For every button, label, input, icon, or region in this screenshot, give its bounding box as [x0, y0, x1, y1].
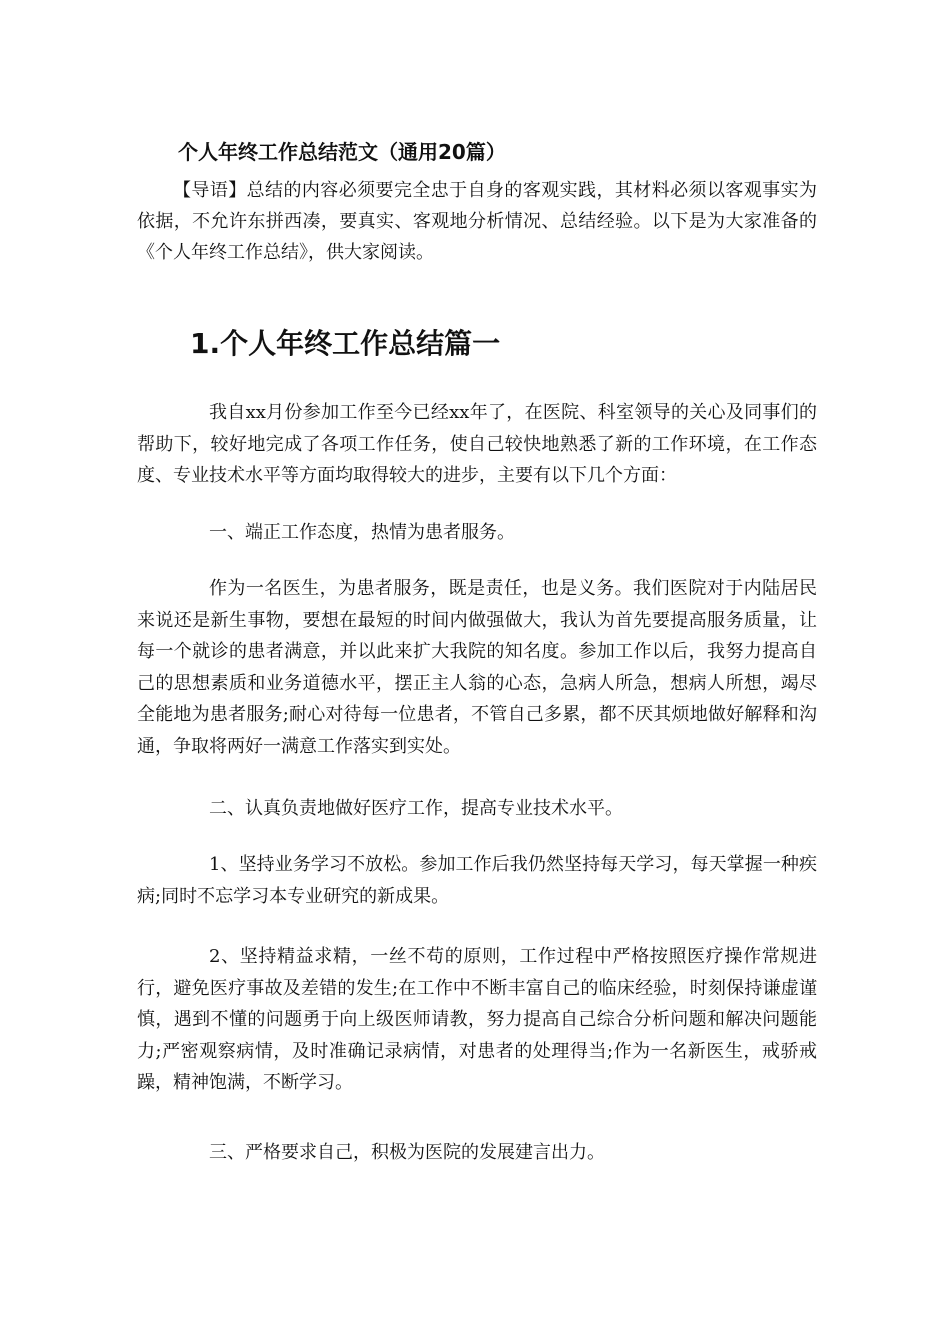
subheading-3: 三、严格要求自己，积极为医院的发展建言出力。 [209, 1142, 605, 1163]
intro-paragraph: 【导语】总结的内容必须要完全忠于自身的客观实践，其材料必须以客观事实为依据，不允许东拼西凑，要真实、客观地分析情况、总结经验。以下是为大家准备的《个人年终工作总结》，供大家阅读。 [137, 180, 817, 263]
list-item-2: 2、坚持精益求精，一丝不苟的原则，工作过程中严格按照医疗操作常规进行，避免医疗事故及差错的发生;在工作中不断丰富自己的临床经验，时刻保持谦虚谨慎，遇到不懂的问题勇于向上级医师请教，努力提高自己综合分析问题和解决问题能力;严密观察病情，及时准确记录病情，对患者的处理得当;作为一名新医生，戒骄戒躁，精神饱满，不断学习。 [137, 946, 817, 1093]
body-paragraph-1: 我自xx月份参加工作至今已经xx年了，在医院、科室领导的关心及同事们的帮助下，较好地完成了各项工作任务，使自己较快地熟悉了新的工作环境，在工作态度、专业技术水平等方面均取得较大的进步，主要有以下几个方面： [137, 402, 817, 486]
document-title: 个人年终工作总结范文（通用20篇） [178, 140, 506, 164]
body-paragraph-2: 作为一名医生，为患者服务，既是责任，也是义务。我们医院对于内陆居民来说还是新生事物，要想在最短的时间内做强做大，我认为首先要提高服务质量，让每一个就诊的患者满意，并以此来扩大我院的知名度。参加工作以后，我努力提高自己的思想素质和业务道德水平，摆正主人翁的心态，急病人所急，想病人所想，竭尽全能地为患者服务;耐心对待每一位患者，不管自己多累，都不厌其烦地做好解释和沟通，争取将两好一满意工作落实到实处。 [137, 578, 817, 757]
list-item-1: 1、坚持业务学习不放松。参加工作后我仍然坚持每天学习，每天掌握一种疾病;同时不忘学习本专业研究的新成果。 [137, 854, 817, 907]
subheading-2: 二、认真负责地做好医疗工作，提高专业技术水平。 [209, 798, 623, 819]
subheading-1: 一、端正工作态度，热情为患者服务。 [209, 522, 515, 543]
section-heading: 1.个人年终工作总结篇一 [190, 327, 501, 360]
